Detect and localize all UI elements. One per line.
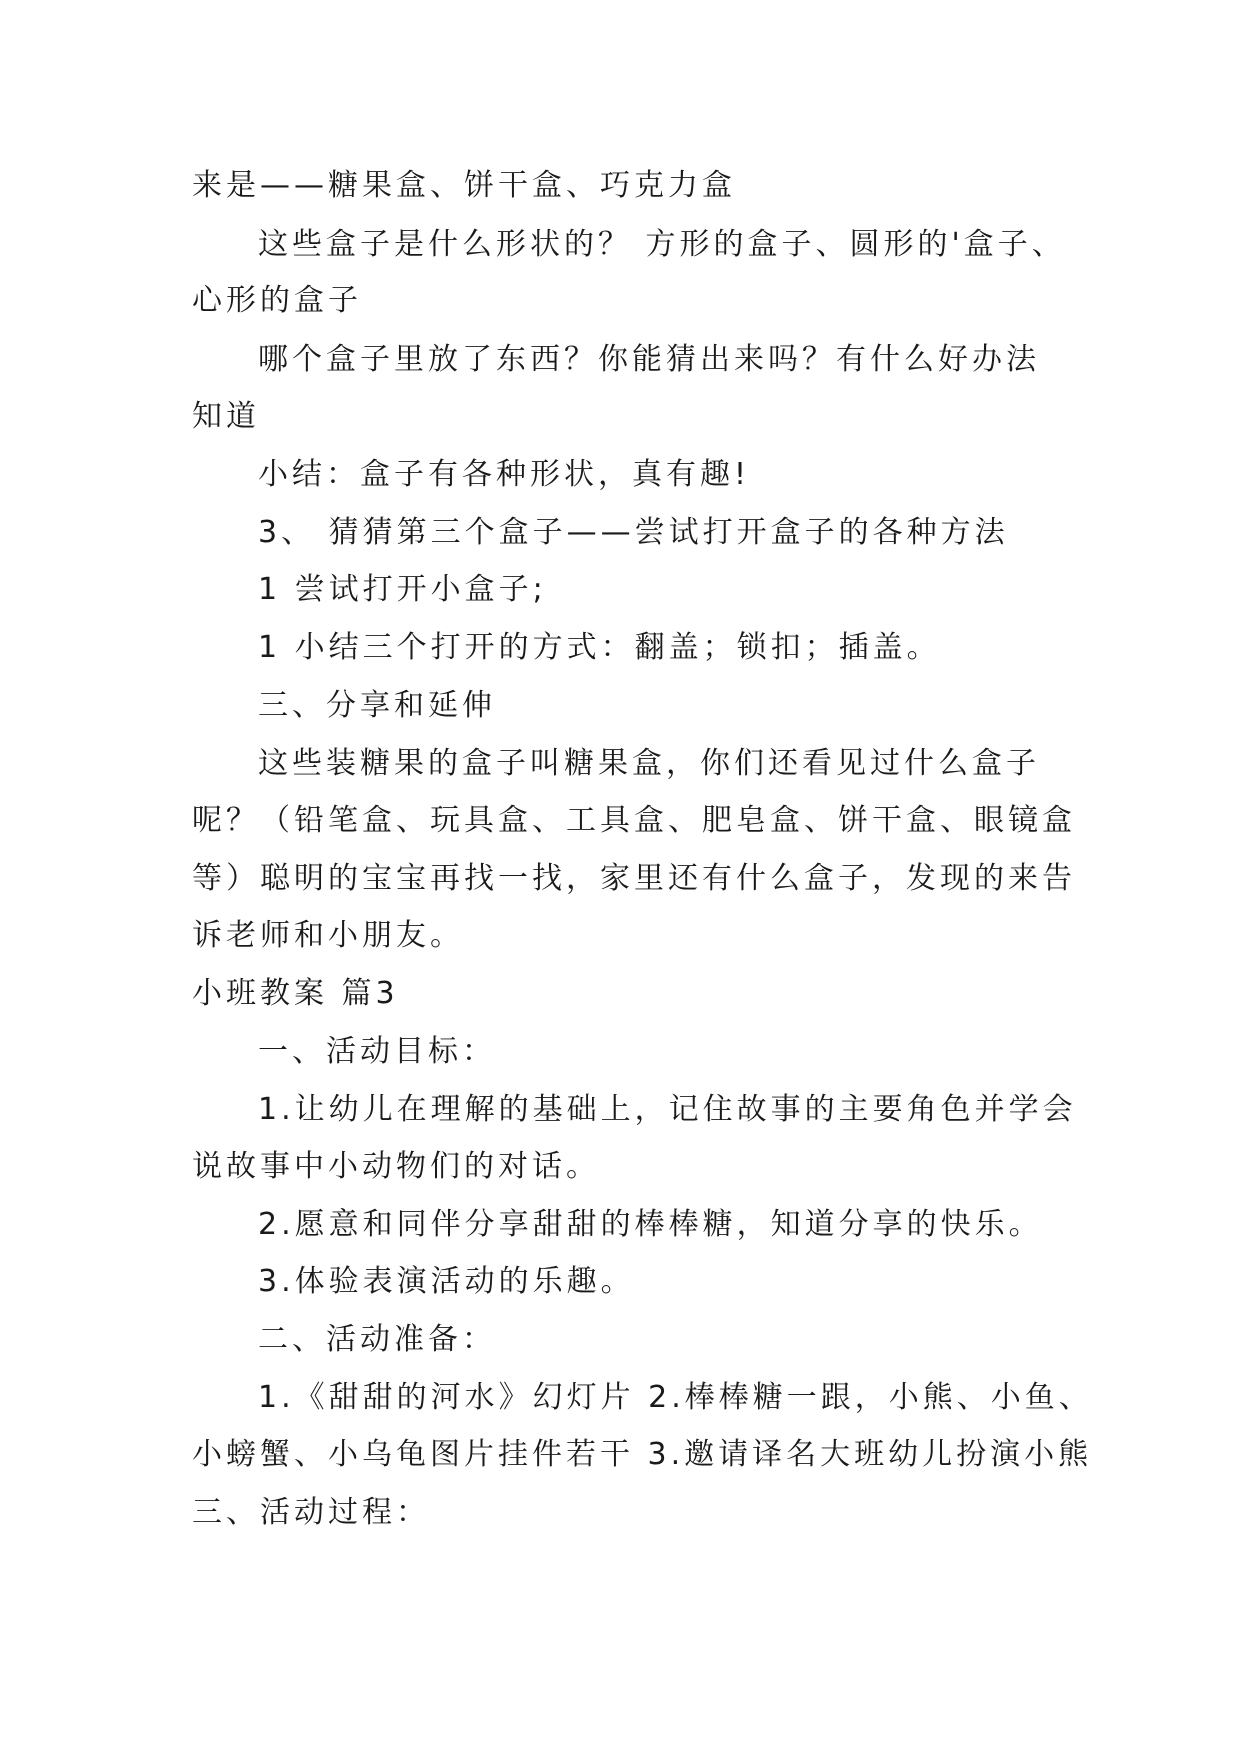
section-heading: 三、分享和延伸: [258, 688, 496, 723]
text-line: 小结：盒子有各种形状，真有趣!: [258, 457, 751, 492]
text-line: 呢？（铅笔盒、玩具盒、工具盒、肥皂盒、饼干盒、眼镜盒: [192, 803, 1076, 838]
text-line: 这些盒子是什么形状的？ 方形的盒子、圆形的'盒子、: [258, 227, 1066, 262]
text-line: 1.《甜甜的河水》幻灯片 2.棒棒糖一跟，小熊、小鱼、: [258, 1380, 1093, 1415]
article-title: 小班教案 篇3: [192, 976, 399, 1011]
text-line: 等）聪明的宝宝再找一找，家里还有什么盒子，发现的来告: [192, 861, 1076, 896]
text-line: 3.体验表演活动的乐趣。: [258, 1264, 635, 1299]
text-line: 诉老师和小朋友。: [192, 918, 464, 953]
section-heading: 二、活动准备：: [258, 1322, 496, 1357]
text-line: 说故事中小动物们的对话。: [192, 1149, 600, 1184]
section-heading: 三、活动过程：: [192, 1495, 430, 1530]
text-line: 1 小结三个打开的方式：翻盖；锁扣；插盖。: [258, 630, 941, 665]
text-line: 1 尝试打开小盒子;: [258, 572, 547, 607]
text-line: 知道: [192, 399, 260, 434]
text-line: 心形的盒子: [192, 283, 362, 318]
text-line: 小螃蟹、小乌龟图片挂件若干 3.邀请译名大班幼儿扮演小熊: [192, 1437, 1093, 1472]
text-line: 3、 猜猜第三个盒子——尝试打开盒子的各种方法: [258, 515, 1009, 550]
text-line: 2.愿意和同伴分享甜甜的棒棒糖，知道分享的快乐。: [258, 1207, 1043, 1242]
text-line: 哪个盒子里放了东西？你能猜出来吗？有什么好办法: [258, 342, 1040, 377]
section-heading: 一、活动目标：: [258, 1034, 496, 1069]
text-line: 来是——糖果盒、饼干盒、巧克力盒: [192, 168, 736, 203]
text-line: 1.让幼儿在理解的基础上，记住故事的主要角色并学会: [258, 1092, 1077, 1127]
text-line: 这些装糖果的盒子叫糖果盒，你们还看见过什么盒子: [258, 746, 1040, 781]
